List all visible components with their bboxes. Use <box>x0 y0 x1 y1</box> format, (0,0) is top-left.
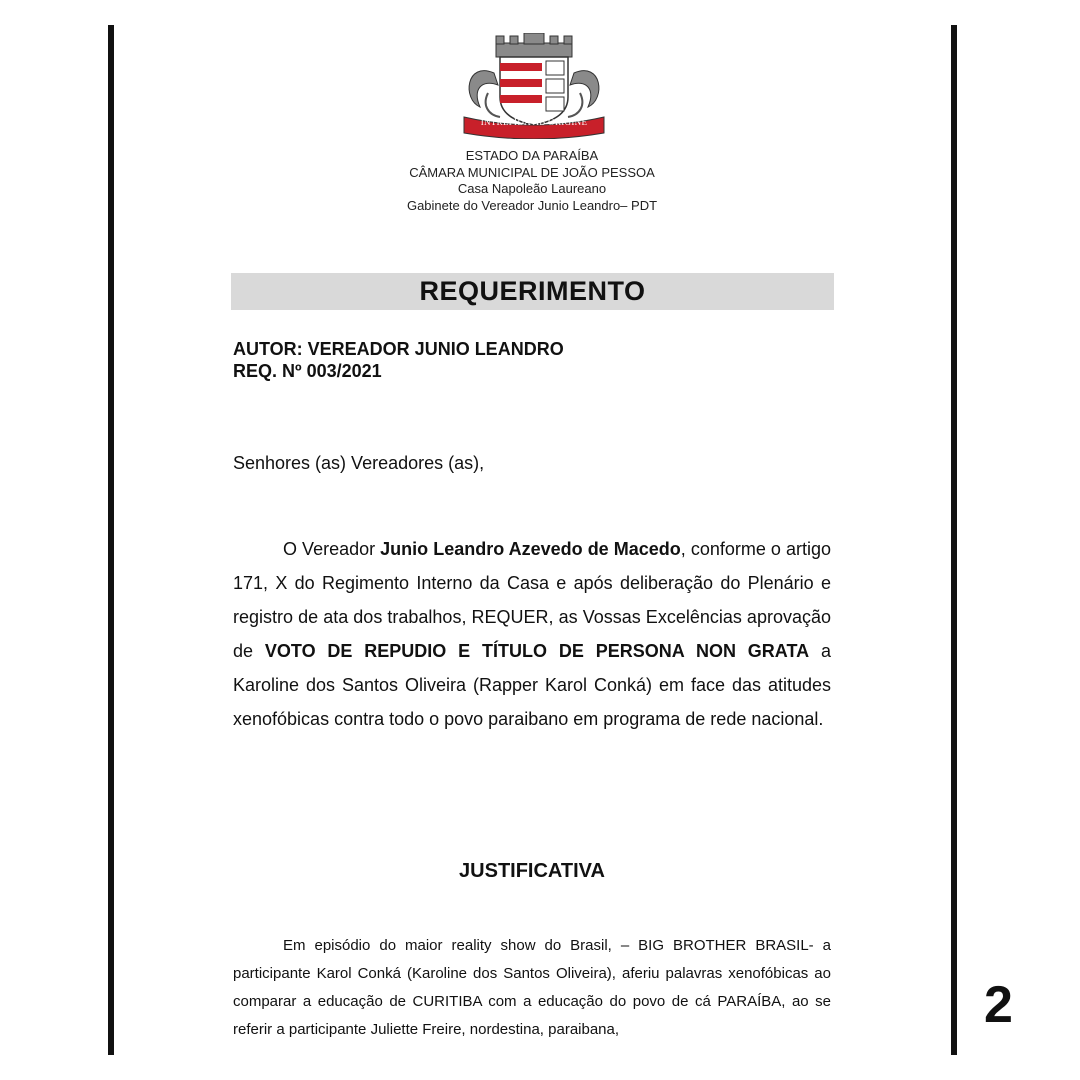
author-line: AUTOR: VEREADOR JUNIO LEANDRO <box>233 339 564 359</box>
letterhead-house: Casa Napoleão Laureano <box>457 181 607 196</box>
document-title-band <box>231 273 834 310</box>
request-number: REQ. Nº 003/2021 <box>233 361 382 381</box>
letterhead-state: ESTADO DA PARAÍBA <box>465 148 599 163</box>
page-border-left <box>108 25 114 1055</box>
letterhead <box>350 148 714 214</box>
document-meta <box>233 338 564 382</box>
justification-heading: JUSTIFICATIVA <box>459 860 605 882</box>
letterhead-office: Gabinete do Vereador Junio Leandro– PDT <box>406 197 658 213</box>
request-text-3: a Karoline dos Santos Oliveira (Rapper Karol Conká) em face das atitudes xenofóbicas contra todo o povo paraibano em programa de rede nacional. <box>233 641 831 729</box>
page-border-right <box>951 25 957 1055</box>
request-subject: VOTO DE REPUDIO E TÍTULO DE PERSONA NON GRATA <box>264 641 810 661</box>
document-title: REQUERIMENTO <box>419 276 646 306</box>
crest-motto: INTREPIDA AB ORIGINE <box>480 117 588 127</box>
page-number: 2 <box>984 976 1013 1034</box>
request-text-1: O Vereador <box>283 539 381 559</box>
request-paragraph <box>233 532 831 736</box>
justification-text: Em episódio do maior reality show do Brasil, – BIG BROTHER BRASIL- a participante Karol Conká (Karoline dos Santos Oliveira), aferiu palavras xenofóbicas ao comparar a educação de CURITIBA com a educação do povo de cá PARAÍBA, ao se referir a participante Juliette Freire, nordestina, paraibana, <box>233 937 831 1038</box>
councilor-name: Junio Leandro Azevedo de Macedo <box>380 539 681 559</box>
letterhead-chamber: CÂMARA MUNICIPAL DE JOÃO PESSOA <box>409 164 655 180</box>
salutation: Senhores (as) Vereadores (as), <box>233 453 485 473</box>
justification-paragraph <box>233 932 831 1044</box>
request-text-2: , conforme o artigo 171, X do Regimento Interno da Casa e após deliberação do Plenário e registro de ata dos trabalhos, REQUER, as Vossas Excelências aprovação de <box>233 539 831 661</box>
municipal-coat-of-arms <box>458 33 610 139</box>
